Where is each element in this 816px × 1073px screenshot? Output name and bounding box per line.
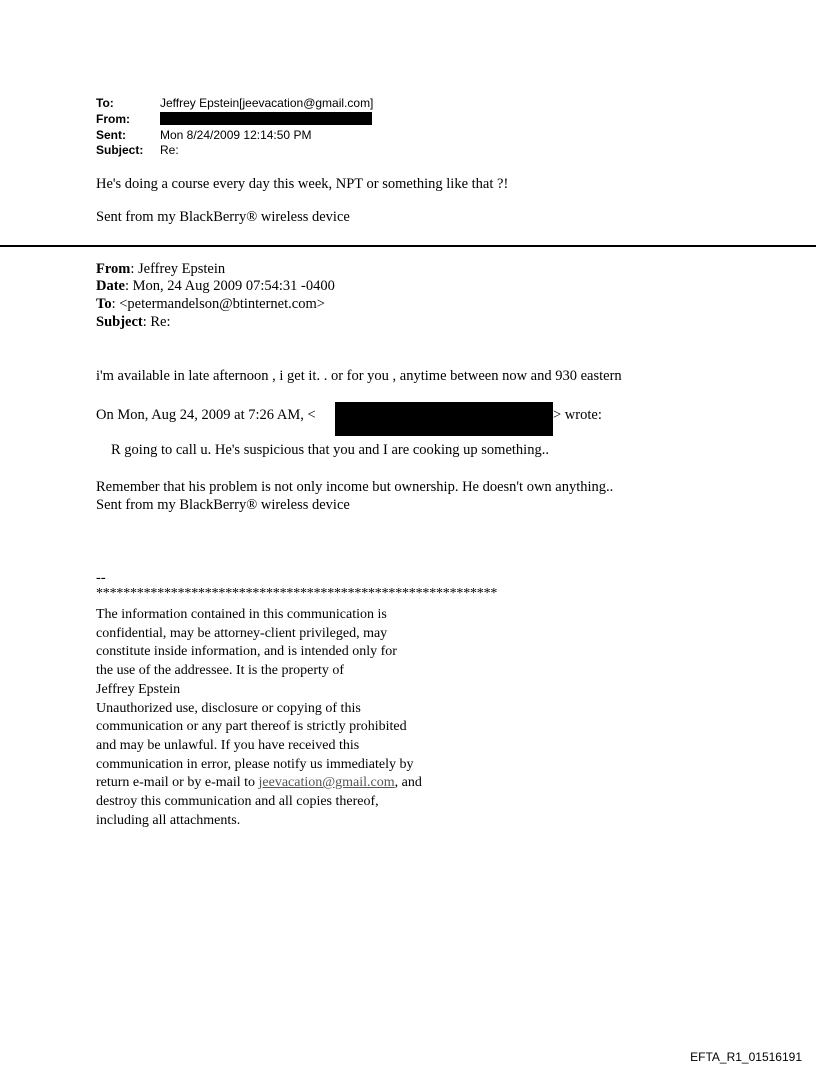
orig-subject-value: : Re: <box>142 314 171 330</box>
quote-intro-end: > wrote: <box>553 407 602 423</box>
disclaimer-line: Unauthorized use, disclosure or copying of this <box>96 700 361 716</box>
disclaimer-line: communication in error, please notify us immediately by <box>96 756 414 772</box>
disclaimer-return-line <box>96 774 422 793</box>
disclaimer-dashes: -- <box>96 570 106 586</box>
disclaimer-line: the use of the addressee. It is the property of <box>96 663 345 679</box>
redaction-bar <box>160 112 372 125</box>
sent-value: Mon 8/24/2009 12:14:50 PM <box>160 128 312 142</box>
orig-to-line <box>96 296 325 313</box>
disclaimer-line: communication or any part thereof is strictly prohibited <box>96 719 407 735</box>
reply-body: He's doing a course every day this week, NPT or something like that ?! <box>96 176 509 192</box>
remember-line: Remember that his problem is not only income but ownership. He doesn't own anything.. <box>96 479 614 495</box>
disclaimer-line: constitute inside information, and is intended only for <box>96 644 397 660</box>
disclaimer-line: including all attachments. <box>96 812 241 828</box>
orig-date-value: : Mon, 24 Aug 2009 07:54:31 -0400 <box>125 278 335 294</box>
return-prefix: return e-mail or by e-mail to <box>96 775 259 791</box>
quote-intro: On Mon, Aug 24, 2009 at 7:26 AM, < <box>96 407 316 423</box>
to-value: Jeffrey Epstein[jeevacation@gmail.com] <box>160 96 374 110</box>
disclaimer-line: confidential, may be attorney-client privileged, may <box>96 625 388 641</box>
redaction-bar <box>335 402 553 436</box>
orig-to-value: : <petermandelson@btinternet.com> <box>111 296 325 312</box>
disclaimer-line: destroy this communication and all copies thereof, <box>96 794 379 810</box>
disclaimer-stars: *********************************************************** <box>96 586 498 601</box>
document-id: EFTA_R1_01516191 <box>690 1050 802 1064</box>
from-label: From: <box>96 112 130 126</box>
email-link[interactable]: jeevacation@gmail.com <box>258 775 395 791</box>
orig-date-line <box>96 278 335 295</box>
subject-label: Subject: <box>96 143 144 157</box>
sent-label: Sent: <box>96 128 126 142</box>
orig-from-line <box>96 261 225 278</box>
disclaimer-text <box>96 606 422 830</box>
quoted-line: R going to call u. He's suspicious that you and I are cooking up something.. <box>111 442 549 458</box>
orig-to-label: To <box>96 296 112 312</box>
orig-from-label: From <box>96 261 131 277</box>
return-suffix: , and <box>394 775 422 791</box>
reply-signature: Sent from my BlackBerry® wireless device <box>96 209 350 225</box>
to-label: To: <box>96 96 114 110</box>
orig-signature: Sent from my BlackBerry® wireless device <box>96 497 350 513</box>
disclaimer-line: Jeffrey Epstein <box>96 681 181 697</box>
disclaimer-line: and may be unlawful. If you have received this <box>96 737 360 753</box>
orig-subject-label: Subject <box>96 314 143 330</box>
orig-subject-line <box>96 314 171 331</box>
orig-date-label: Date <box>96 278 125 294</box>
orig-from-value: : Jeffrey Epstein <box>130 261 226 277</box>
subject-value: Re: <box>160 143 179 157</box>
divider <box>0 245 816 247</box>
disclaimer-line: The information contained in this communication is <box>96 607 387 622</box>
orig-body: i'm available in late afternoon , i get it. . or for you , anytime between now and 930 eastern <box>96 368 622 384</box>
